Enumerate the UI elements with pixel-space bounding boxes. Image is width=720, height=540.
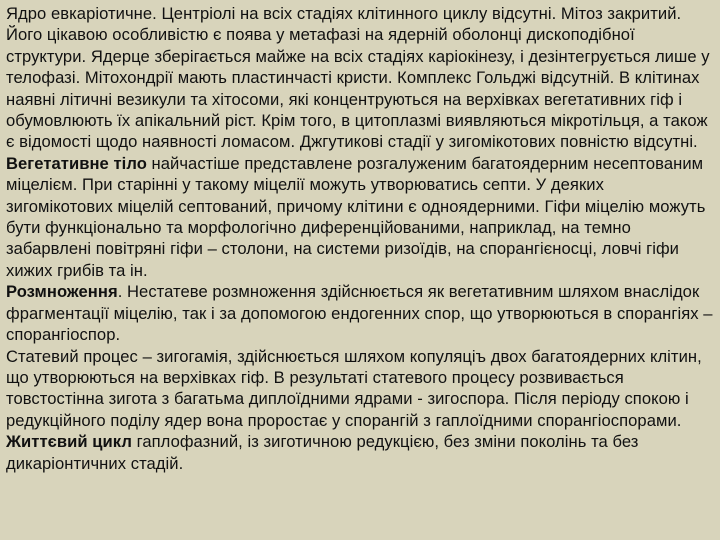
paragraph-reproduction-text: . Нестатеве розмноження здійснюється як вегетативним шляхом внаслідок фрагментації міцелію, так і за допомогою ендогенних спор, що утворюються в спорангіях – спорангіоспор. bbox=[6, 282, 713, 345]
paragraph-life-cycle bbox=[6, 431, 714, 474]
paragraph-cell-structure: Ядро евкаріотичне. Центріолі на всіх стадіях клітинного циклу відсутні. Мітоз закритий. Його цікавою особливістю є поява у метафазі на ядерній оболонці дископодібної структури. Ядерце зберігається майже на всіх стадіях каріокінезу, і дезінтегрується лише у телофазі. Мітохондрії мають пластинчасті кристи. Комплекс Гольджі відсутній. В клітинах наявні літичні везикули та хітосоми, які концентруються на верхівках вегетативних гіф і обумовлюють їх апікальний ріст. Крім того, в цитоплазмі виявляються мікротільця, а також є відомості щодо наявності ломасом. Джгутикові стадії у зигомікотових повністю відсутні. bbox=[6, 4, 710, 152]
paragraph-sexual-process: Статевий процес – зигогамія, здійснюється шляхом копуляціъ двох багатоядерних клітин, що утворюються на верхівках гіф. В результаті статевого процесу розвивається товстостінна зигота з багатьма диплоїдними ядрами - зигоспора. Після періоду спокою і редукційного поділу ядер вона проростає у спорангій з гаплоїдними спорангіоспорами. bbox=[6, 346, 702, 430]
paragraph-life-cycle-text: гаплофазний, із зиготичною редукцією, без зміни поколінь та без дикаріонтичних стадій. bbox=[6, 432, 639, 473]
paragraph-reproduction bbox=[6, 281, 714, 345]
paragraph-vegetative-body bbox=[6, 153, 714, 281]
paragraph-vegetative-body-text: найчастіше представлене розгалуженим багатоядерним несептованим міцелієм. При старінні у такому міцелії можуть утворюватись септи. У деяких зигомікотових міцелій септований, причому клітини є одноядерними. Гіфи міцелію можуть бути функціонально та морфологічно диференційованими, наприклад, на темно забарвлені повітряні гіфи – столони, на системи ризоїдів, на спорангієносці, ловчі гіфи хижих грибів та ін. bbox=[6, 153, 706, 280]
document-body bbox=[6, 3, 714, 474]
term-vegetative-body: Вегетативне тіло bbox=[6, 153, 147, 173]
term-reproduction: Розмноження bbox=[6, 282, 118, 302]
term-life-cycle: Життєвий цикл bbox=[6, 432, 132, 452]
